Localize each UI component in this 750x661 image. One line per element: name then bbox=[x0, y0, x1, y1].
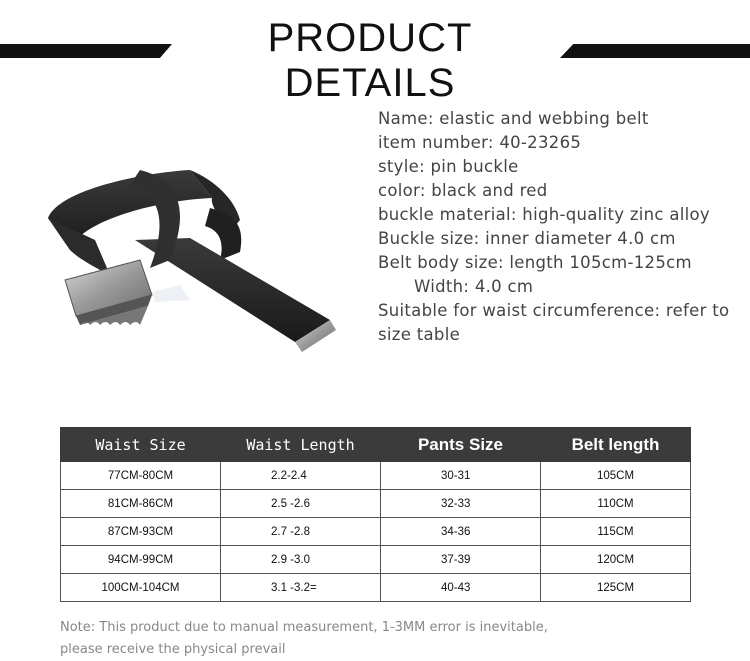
spec-buckle-size: Buckle size: inner diameter 4.0 cm bbox=[378, 229, 676, 248]
spec-width: Width: 4.0 cm bbox=[414, 277, 534, 296]
table-row bbox=[61, 462, 691, 490]
measurement-note bbox=[60, 617, 680, 661]
spec-buckle-material: buckle material: high-quality zinc alloy bbox=[378, 205, 710, 224]
cell-belt-length: 105CM bbox=[541, 462, 691, 490]
spec-color: color: black and red bbox=[378, 181, 548, 200]
spec-waist-fit-cont: size table bbox=[378, 325, 461, 344]
table-row bbox=[61, 518, 691, 546]
belt-product-photo bbox=[40, 160, 350, 360]
spec-item-number: item number: 40-23265 bbox=[378, 133, 582, 152]
header-pants-size: Pants Size bbox=[381, 428, 541, 462]
size-table bbox=[60, 427, 691, 602]
header-waist-size: Waist Size bbox=[61, 428, 221, 462]
spec-name: Name: elastic and webbing belt bbox=[378, 109, 649, 128]
cell-pants-size: 40-43 bbox=[381, 574, 541, 602]
cell-belt-length: 110CM bbox=[541, 490, 691, 518]
table-row bbox=[61, 490, 691, 518]
page-title: PRODUCT DETAILS bbox=[267, 16, 473, 105]
cell-pants-size: 32-33 bbox=[381, 490, 541, 518]
header-bar-right bbox=[560, 44, 750, 58]
cell-waist-length: 2.7 -2.8 bbox=[221, 518, 381, 546]
cell-waist-size: 87CM-93CM bbox=[61, 518, 221, 546]
cell-waist-size: 100CM-104CM bbox=[61, 574, 221, 602]
cell-pants-size: 30-31 bbox=[381, 462, 541, 490]
cell-belt-length: 115CM bbox=[541, 518, 691, 546]
header-belt-length: Belt length bbox=[541, 428, 691, 462]
cell-waist-size: 94CM-99CM bbox=[61, 546, 221, 574]
note-line-1: Note: This product due to manual measurement, 1-3MM error is inevitable, bbox=[60, 620, 548, 635]
cell-waist-length: 2.2-2.4 bbox=[221, 462, 381, 490]
cell-waist-size: 81CM-86CM bbox=[61, 490, 221, 518]
header-waist-length: Waist Length bbox=[221, 428, 381, 462]
cell-waist-length: 3.1 -3.2= bbox=[221, 574, 381, 602]
cell-pants-size: 37-39 bbox=[381, 546, 541, 574]
header-bar-left bbox=[0, 44, 172, 58]
cell-waist-length: 2.5 -2.6 bbox=[221, 490, 381, 518]
spec-waist-fit: Suitable for waist circumference: refer to bbox=[378, 301, 730, 320]
section-header bbox=[0, 0, 750, 105]
cell-belt-length: 125CM bbox=[541, 574, 691, 602]
spec-style: style: pin buckle bbox=[378, 157, 519, 176]
cell-waist-size: 77CM-80CM bbox=[61, 462, 221, 490]
cell-waist-length: 2.9 -3.0 bbox=[221, 546, 381, 574]
cell-pants-size: 34-36 bbox=[381, 518, 541, 546]
table-header-row bbox=[61, 428, 691, 462]
spec-belt-body-size: Belt body size: length 105cm-125cm bbox=[378, 253, 692, 272]
table-row bbox=[61, 574, 691, 602]
note-line-2: please receive the physical prevail bbox=[60, 642, 286, 657]
product-specs bbox=[378, 107, 750, 347]
cell-belt-length: 120CM bbox=[541, 546, 691, 574]
table-row bbox=[61, 546, 691, 574]
